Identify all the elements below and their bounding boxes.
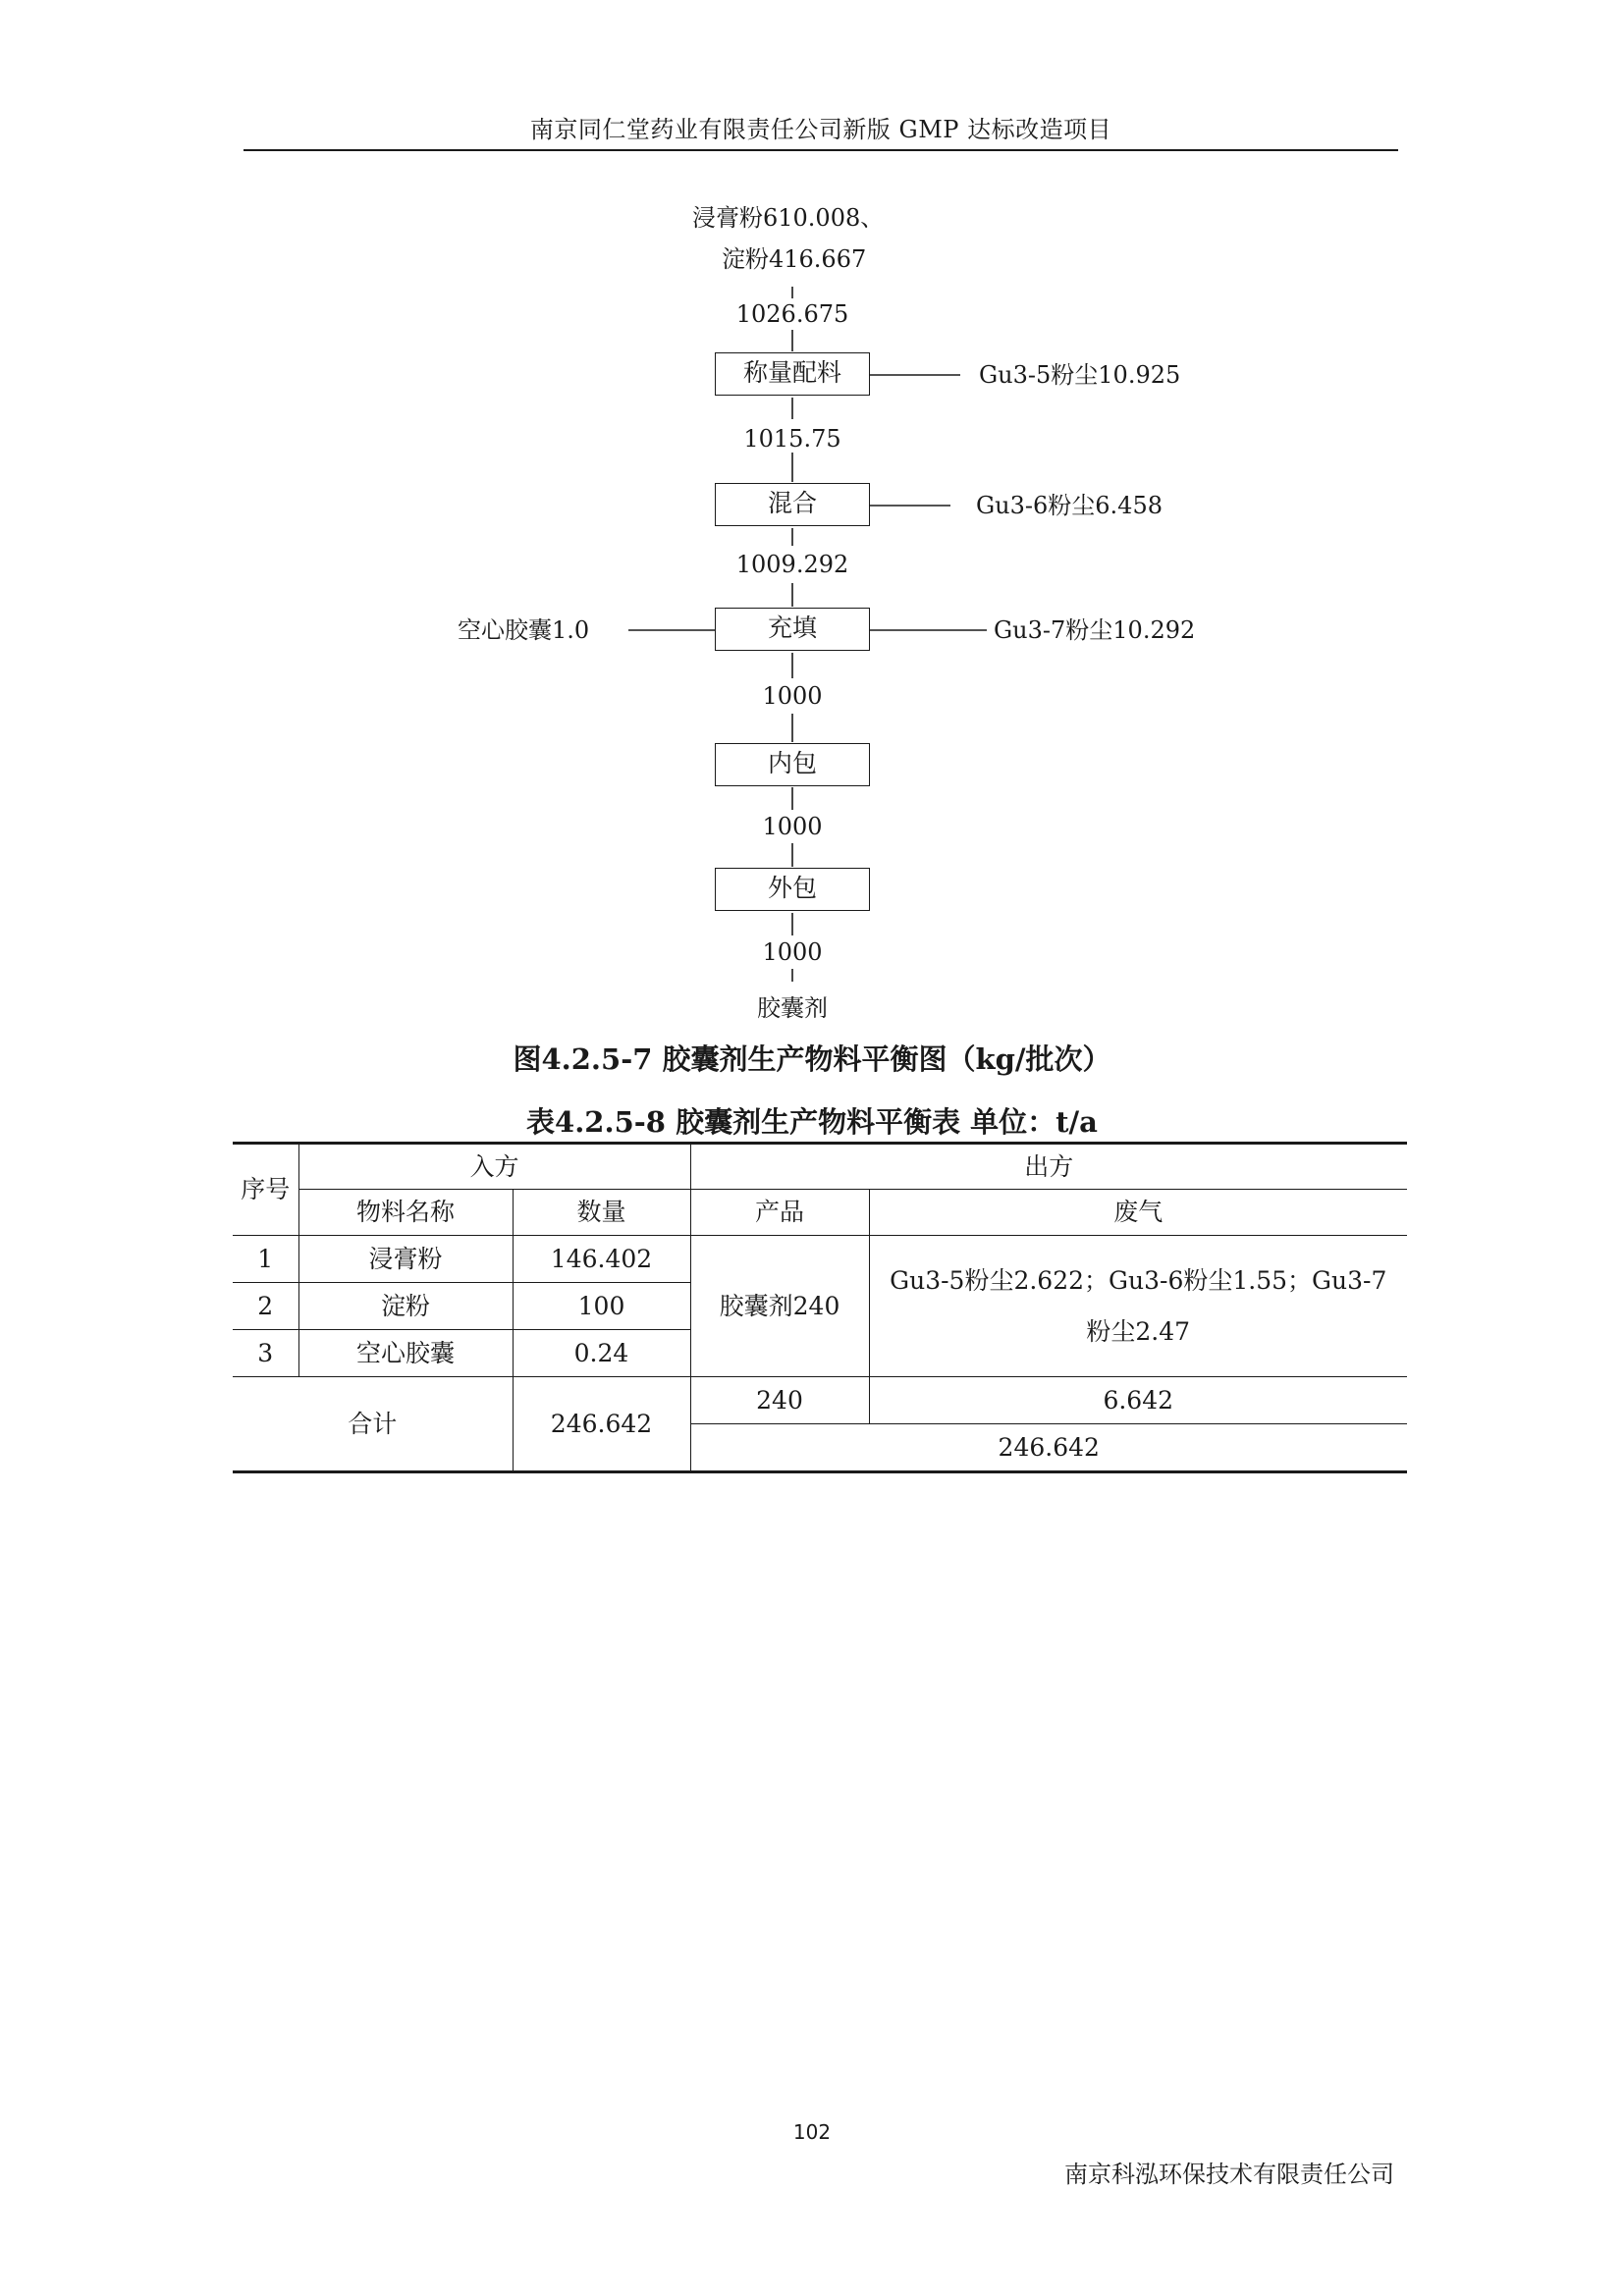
input-line-1: 浸膏粉610.008、 xyxy=(692,204,885,232)
header-seq: 序号 xyxy=(233,1144,298,1236)
header-material-name: 物料名称 xyxy=(298,1190,513,1236)
row-qty: 146.402 xyxy=(513,1236,690,1283)
row-name: 淀粉 xyxy=(298,1283,513,1330)
total-waste: 6.642 xyxy=(869,1377,1407,1424)
footer-company: 南京科泓环保技术有限责任公司 xyxy=(1064,2161,1394,2188)
material-balance-table xyxy=(233,1142,1407,1473)
step-inner-packing: 内包 xyxy=(715,743,870,786)
row-name: 空心胶囊 xyxy=(298,1330,513,1377)
emission-label: Gu3-7粉尘10.292 xyxy=(994,616,1196,644)
emission-label: Gu3-6粉尘6.458 xyxy=(976,492,1163,519)
row-seq: 1 xyxy=(233,1236,298,1283)
total-in: 246.642 xyxy=(513,1377,690,1472)
input-line-2: 淀粉416.667 xyxy=(722,245,867,273)
total-label: 合计 xyxy=(233,1377,513,1472)
row-seq: 3 xyxy=(233,1330,298,1377)
row-qty: 0.24 xyxy=(513,1330,690,1377)
total-product: 240 xyxy=(690,1377,869,1424)
figure-caption: 图4.2.5-7 胶囊剂生产物料平衡图（kg/批次） xyxy=(513,1042,1111,1076)
step-outer-packing: 外包 xyxy=(715,868,870,911)
waste-gas-cell: Gu3-5粉尘2.622；Gu3-6粉尘1.55；Gu3-7粉尘2.47 xyxy=(869,1236,1407,1377)
flow-label: 1000 xyxy=(762,938,823,966)
flow-label: 1015.75 xyxy=(743,425,841,453)
row-seq: 2 xyxy=(233,1283,298,1330)
header-in: 入方 xyxy=(298,1144,690,1190)
table-caption: 表4.2.5-8 胶囊剂生产物料平衡表 单位：t/a xyxy=(526,1105,1098,1139)
page-header: 南京同仁堂药业有限责任公司新版 GMP 达标改造项目 xyxy=(529,116,1112,143)
step-weighing: 称量配料 xyxy=(715,352,870,396)
material-balance-flowchart xyxy=(0,0,1624,1031)
step-mixing: 混合 xyxy=(715,483,870,526)
table-row xyxy=(233,1236,1407,1283)
header-quantity: 数量 xyxy=(513,1190,690,1236)
flow-label: 1000 xyxy=(762,813,823,840)
flow-label: 1026.675 xyxy=(735,300,849,328)
emission-label: Gu3-5粉尘10.925 xyxy=(979,361,1181,389)
total-out: 246.642 xyxy=(690,1424,1407,1472)
flow-label: 1000 xyxy=(762,682,823,710)
header-out: 出方 xyxy=(690,1144,1407,1190)
step-filling: 充填 xyxy=(715,608,870,651)
side-input-label: 空心胶囊1.0 xyxy=(458,616,590,644)
product-cell: 胶囊剂240 xyxy=(690,1236,869,1377)
row-name: 浸膏粉 xyxy=(298,1236,513,1283)
row-qty: 100 xyxy=(513,1283,690,1330)
output-label: 胶囊剂 xyxy=(757,994,828,1022)
header-product: 产品 xyxy=(690,1190,869,1236)
header-waste-gas: 废气 xyxy=(869,1190,1407,1236)
page-number: 102 xyxy=(792,2120,832,2144)
flow-label: 1009.292 xyxy=(735,551,849,578)
